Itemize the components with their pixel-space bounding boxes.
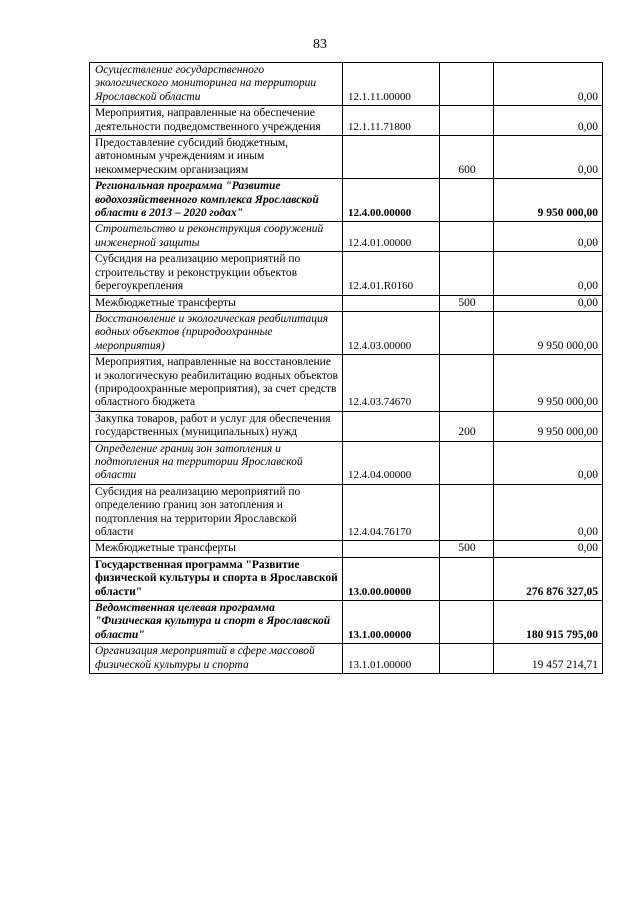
row-expense-type <box>440 63 494 106</box>
row-expense-type <box>440 441 494 484</box>
table-row <box>90 484 603 541</box>
row-expense-type: 200 <box>440 411 494 441</box>
budget-table <box>89 62 603 674</box>
row-name: Межбюджетные трансферты <box>90 541 343 557</box>
row-expense-type: 500 <box>440 541 494 557</box>
row-sum: 180 915 795,00 <box>494 601 603 644</box>
row-sum: 9 950 000,00 <box>494 311 603 354</box>
row-sum: 9 950 000,00 <box>494 179 603 222</box>
row-name: Мероприятия, направленные на обеспечение деятельности подведомственного учреждения <box>90 106 343 136</box>
row-expense-type <box>440 644 494 674</box>
row-sum: 0,00 <box>494 441 603 484</box>
row-code: 13.1.00.00000 <box>343 601 440 644</box>
row-code <box>343 411 440 441</box>
row-name: Предоставление субсидий бюджетным, автономным учреждениям и иным некоммерческим организациям <box>90 136 343 179</box>
table-row <box>90 311 603 354</box>
row-code: 13.0.00.00000 <box>343 557 440 600</box>
row-sum: 0,00 <box>494 106 603 136</box>
row-expense-type <box>440 311 494 354</box>
budget-table-body <box>90 63 603 674</box>
row-name: Субсидия на реализацию мероприятий по определению границ зон затопления и подтопления на территории Ярославской области <box>90 484 343 541</box>
table-row <box>90 541 603 557</box>
row-expense-type: 600 <box>440 136 494 179</box>
page-number: 83 <box>313 37 327 52</box>
row-code: 12.4.04.76170 <box>343 484 440 541</box>
row-code <box>343 136 440 179</box>
row-sum: 0,00 <box>494 63 603 106</box>
row-sum: 0,00 <box>494 484 603 541</box>
row-code: 12.4.03.00000 <box>343 311 440 354</box>
row-expense-type <box>440 179 494 222</box>
row-expense-type <box>440 355 494 412</box>
row-sum: 0,00 <box>494 295 603 311</box>
row-expense-type <box>440 106 494 136</box>
table-row <box>90 644 603 674</box>
row-code <box>343 295 440 311</box>
row-code: 12.4.00.00000 <box>343 179 440 222</box>
row-expense-type <box>440 222 494 252</box>
row-expense-type <box>440 252 494 295</box>
row-code: 12.4.01.R0160 <box>343 252 440 295</box>
row-name: Субсидия на реализацию мероприятий по строительству и реконструкции объектов берегоукрепления <box>90 252 343 295</box>
row-name: Государственная программа "Развитие физической культуры и спорта в Ярославской области" <box>90 557 343 600</box>
row-expense-type <box>440 601 494 644</box>
row-expense-type: 500 <box>440 295 494 311</box>
row-name: Региональная программа "Развитие водохозяйственного комплекса Ярославской области в 2013 – 2020 годах" <box>90 179 343 222</box>
row-code: 12.4.01.00000 <box>343 222 440 252</box>
table-row <box>90 179 603 222</box>
row-code: 13.1.01.00000 <box>343 644 440 674</box>
table-row <box>90 106 603 136</box>
row-name: Мероприятия, направленные на восстановление и экологическую реабилитацию водных объектов (природоохранные мероприятия), за счет средств областного бюджета <box>90 355 343 412</box>
row-code: 12.1.11.71800 <box>343 106 440 136</box>
table-row <box>90 601 603 644</box>
row-expense-type <box>440 557 494 600</box>
row-name: Осуществление государственного экологического мониторинга на территории Ярославской области <box>90 63 343 106</box>
row-sum: 9 950 000,00 <box>494 411 603 441</box>
row-sum: 0,00 <box>494 252 603 295</box>
row-code: 12.1.11.00000 <box>343 63 440 106</box>
row-expense-type <box>440 484 494 541</box>
row-sum: 0,00 <box>494 541 603 557</box>
row-name: Организация мероприятий в сфере массовой физической культуры и спорта <box>90 644 343 674</box>
table-row <box>90 557 603 600</box>
row-name: Строительство и реконструкция сооружений инженерной защиты <box>90 222 343 252</box>
row-name: Определение границ зон затопления и подтопления на территории Ярославской области <box>90 441 343 484</box>
row-name: Восстановление и экологическая реабилитация водных объектов (природоохранные мероприятия) <box>90 311 343 354</box>
row-code: 12.4.03.74670 <box>343 355 440 412</box>
table-row <box>90 63 603 106</box>
table-row <box>90 441 603 484</box>
row-name: Межбюджетные трансферты <box>90 295 343 311</box>
row-code <box>343 541 440 557</box>
row-sum: 0,00 <box>494 136 603 179</box>
table-row <box>90 295 603 311</box>
table-row <box>90 355 603 412</box>
table-row <box>90 222 603 252</box>
row-sum: 19 457 214,71 <box>494 644 603 674</box>
table-row <box>90 411 603 441</box>
table-row <box>90 136 603 179</box>
row-sum: 0,00 <box>494 222 603 252</box>
row-name: Ведомственная целевая программа "Физическая культура и спорт в Ярославской области" <box>90 601 343 644</box>
table-row <box>90 252 603 295</box>
row-name: Закупка товаров, работ и услуг для обеспечения государственных (муниципальных) нужд <box>90 411 343 441</box>
row-sum: 276 876 327,05 <box>494 557 603 600</box>
row-code: 12.4.04.00000 <box>343 441 440 484</box>
row-sum: 9 950 000,00 <box>494 355 603 412</box>
